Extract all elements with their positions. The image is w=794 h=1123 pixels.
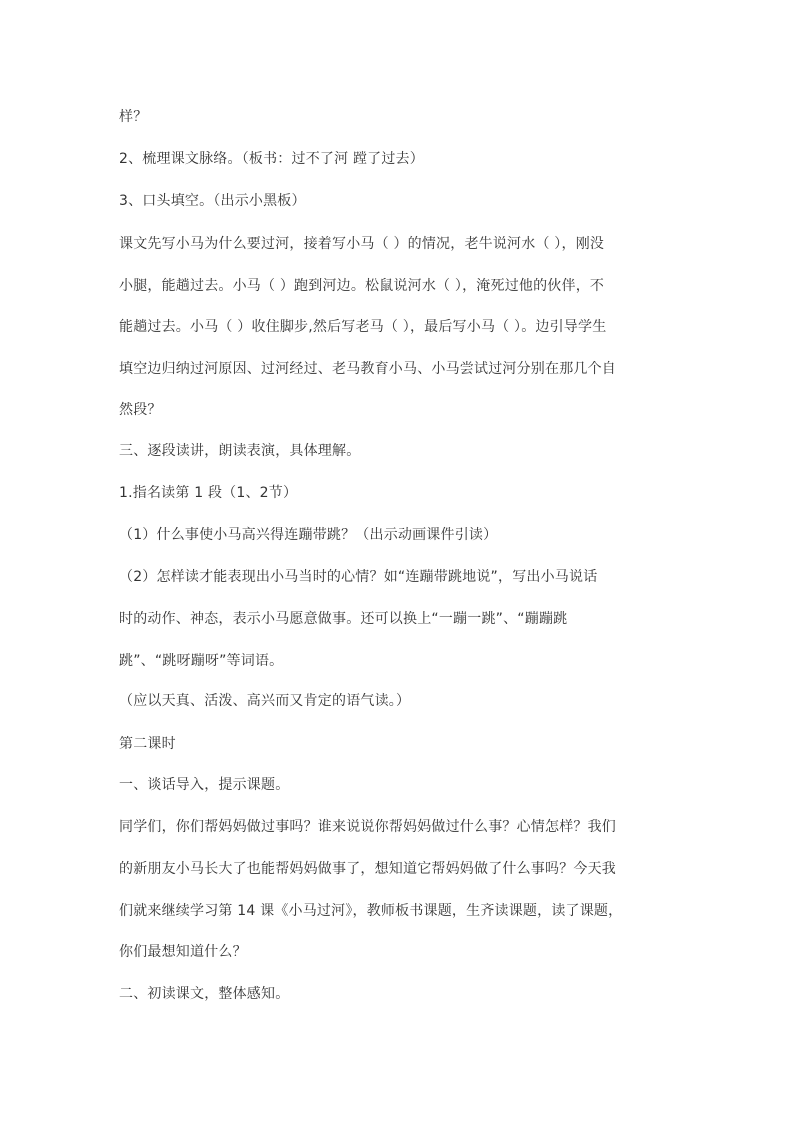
section-heading: 一、谈话导入，提示课题。 <box>119 777 290 793</box>
text-line: 的新朋友小马长大了也能帮妈妈做事了，想知道它帮妈妈做了什么事吗？今天我 <box>119 861 616 877</box>
text-line: 同学们，你们帮妈妈做过事吗？谁来说说你帮妈妈做过什么事？心情怎样？我们 <box>119 819 616 835</box>
text-line: 1.指名读第 1 段（1、2节） <box>119 485 298 501</box>
text-line: 你们最想知道什么？ <box>119 944 247 960</box>
text-line: （1）什么事使小马高兴得连蹦带跳？（出示动画课件引读） <box>119 527 498 543</box>
text-line: 跳”、“跳呀蹦呀”等词语。 <box>119 653 284 669</box>
text-line: 填空边归纳过河原因、过河经过、老马教育小马、小马尝试过河分别在那几个自 <box>119 361 616 377</box>
lesson-heading: 第二课时 <box>119 736 176 752</box>
text-line: （应以天真、活泼、高兴而又肯定的语气读。） <box>119 693 411 709</box>
text-line: 课文先写小马为什么要过河，接着写小马（ ）的情况，老牛说河水（ ），刚没 <box>119 236 605 252</box>
text-line: 样？ <box>119 109 148 125</box>
text-line: 小腿，能趟过去。小马（ ）跑到河边。松鼠说河水（ ），淹死过他的伙伴，不 <box>119 278 605 294</box>
text-line: 2、梳理课文脉络。（板书：过不了河 蹚了过去） <box>119 151 424 167</box>
text-line: 们就来继续学习第 14 课《小马过河》，教师板书课题，生齐读课题，读了课题， <box>119 903 623 919</box>
section-heading: 二、初读课文，整体感知。 <box>119 986 290 1002</box>
text-line: 时的动作、神态，表示小马愿意做事。还可以换上“一蹦一跳”、“蹦蹦跳 <box>119 611 568 627</box>
section-heading: 三、逐段读讲，朗读表演，具体理解。 <box>119 443 361 459</box>
text-line: （2）怎样读才能表现出小马当时的心情？如“连蹦带跳地说”，写出小马说话 <box>119 569 598 585</box>
text-line: 然段？ <box>119 402 162 418</box>
text-line: 能趟过去。小马（ ）收住脚步,然后写老马（ ），最后写小马（ ）。边引导学生 <box>119 319 607 335</box>
text-line: 3、口头填空。（出示小黑板） <box>119 193 306 209</box>
